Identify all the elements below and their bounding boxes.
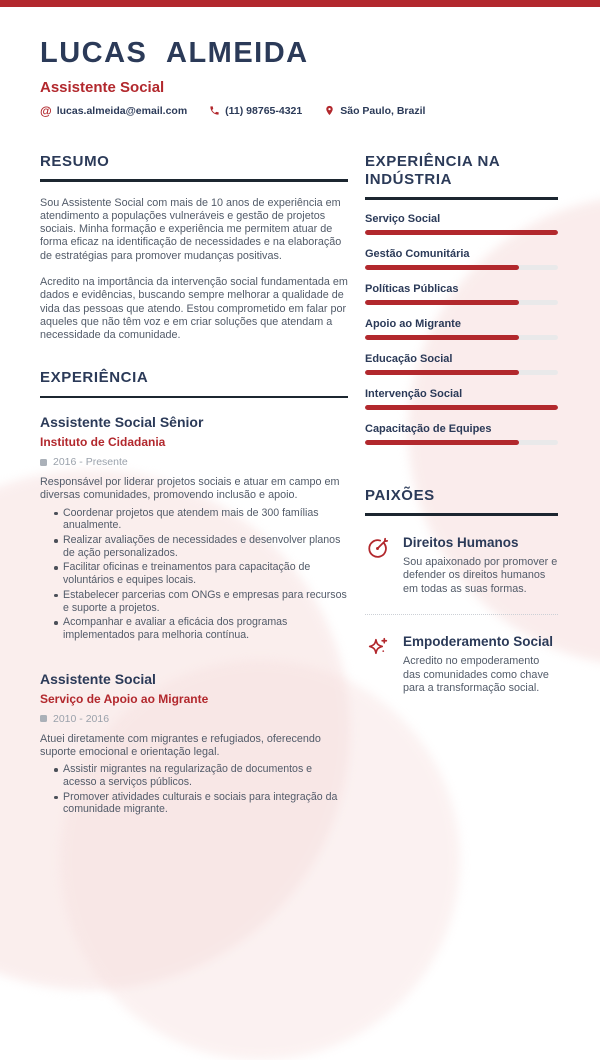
job-bullet-list (40, 507, 348, 642)
resumo-title: RESUMO (40, 152, 110, 170)
job-summary: Atuei diretamente com migrantes e refugiados, oferecendo suporte emocional e orientação legal. (40, 732, 321, 758)
top-accent-bar (0, 0, 600, 7)
skill-bar-track (365, 300, 558, 305)
skill-bar-track (365, 405, 558, 410)
person-job-title: Assistente Social (40, 78, 165, 96)
skill-bar-fill (365, 335, 519, 340)
phone-icon (209, 105, 220, 116)
contact-email-value: lucas.almeida@email.com (56, 104, 188, 117)
skill-label: Apoio ao Migrante (365, 317, 461, 330)
sparkles-icon (365, 634, 390, 695)
contact-email (40, 105, 187, 117)
skill-educacao-social (365, 353, 558, 375)
target-goal-icon (365, 535, 390, 596)
skill-politicas-publicas (365, 283, 558, 305)
contact-location-value: São Paulo, Brazil (340, 104, 426, 117)
skill-bar-track (365, 440, 558, 445)
calendar-icon (40, 459, 47, 466)
experiencia-title: EXPERIÊNCIA (40, 369, 149, 387)
resumo-rule (40, 179, 348, 182)
skill-bar-fill (365, 300, 519, 305)
job-bullet: Realizar avaliações de necessidades e desenvolver planos de ação personalizados. (54, 534, 348, 559)
skill-bar-fill (365, 370, 519, 375)
skill-bar-track (365, 335, 558, 340)
job-bullet-list (40, 763, 348, 816)
skill-bar-fill (365, 230, 558, 235)
passion-empoderamento-social (365, 634, 558, 695)
contact-row (40, 105, 558, 117)
job-entry-senior (40, 414, 348, 642)
job-bullet: Estabelecer parcerias com ONGs e empresas para recursos e suporte a projetos. (54, 589, 348, 614)
skill-label: Educação Social (365, 352, 453, 365)
passion-title: Empoderamento Social (403, 634, 554, 650)
resumo-paragraph: Acredito na importância da intervenção social fundamentada em dados e evidências, buscando sempre melhorar a qualidade de vida das pessoas que atendo. Estou comprometido em falar por aqueles que não têm voz e em criar soluções que atendam a necessidade da comunidade. (40, 276, 348, 342)
skill-bar-fill (365, 405, 558, 410)
passion-divider (365, 614, 558, 615)
resumo-paragraph: Sou Assistente Social com mais de 10 anos de experiência em atendimento a populações vulneráveis e gestão de projetos sociais. Minha formação e experiência me permitem atuar de forma eficaz na identificação de necessidades e na elaboração de estratégias para promover mudanças positivas. (40, 196, 342, 262)
passion-text: Sou apaixonado por promover e defender os direitos humanos em todas as suas formas. (403, 555, 558, 595)
section-experiencia (40, 369, 348, 816)
job-company: Instituto de Cidadania (40, 435, 166, 450)
skill-bar-fill (365, 440, 519, 445)
section-resumo (40, 153, 348, 342)
contact-phone-value: (11) 98765-4321 (225, 104, 303, 117)
skill-bar-track (365, 230, 558, 235)
job-summary: Responsável por liderar projetos sociais e atuar em campo em diversas comunidades, promovendo inclusão e apoio. (40, 476, 340, 502)
job-role: Assistente Social (40, 670, 156, 687)
skill-intervencao-social (365, 388, 558, 410)
industria-title: EXPERIÊNCIA NA INDÚSTRIA (365, 152, 500, 189)
passion-body (403, 634, 558, 695)
contact-phone (209, 105, 302, 117)
skill-label: Gestão Comunitária (365, 247, 470, 260)
passion-body (403, 535, 558, 596)
job-bullet: Facilitar oficinas e treinamentos para capacitação de voluntários e equipes locais. (54, 561, 348, 586)
person-name: LUCAS ALMEIDA (40, 37, 309, 69)
job-role: Assistente Social Sênior (40, 414, 204, 431)
job-period-value: 2016 - Presente (53, 456, 128, 469)
passion-direitos-humanos (365, 535, 558, 596)
job-period (40, 456, 348, 468)
skill-capacitacao-equipes (365, 423, 558, 445)
paixoes-rule (365, 513, 558, 516)
header (40, 38, 558, 117)
skill-label: Políticas Públicas (365, 282, 459, 295)
job-bullet: Coordenar projetos que atendem mais de 300 famílias anualmente. (54, 507, 348, 532)
job-entry-migrante (40, 671, 348, 816)
paixoes-title: PAIXÕES (365, 486, 435, 504)
skill-label: Capacitação de Equipes (365, 422, 492, 435)
right-column (365, 153, 558, 818)
job-bullet: Acompanhar e avaliar a eficácia dos programas implementados para melhoria contínua. (54, 616, 348, 641)
skill-bar-track (365, 265, 558, 270)
skill-servico-social (365, 213, 558, 235)
job-bullet: Assistir migrantes na regularização de documentos e acesso a serviços públicos. (54, 763, 348, 788)
experiencia-rule (40, 396, 348, 399)
passion-text: Acredito no empoderamento das comunidades como chave para a transformação social. (403, 655, 549, 695)
skill-label: Intervenção Social (365, 387, 463, 400)
skill-apoio-migrante (365, 318, 558, 340)
job-period-value: 2010 - 2016 (53, 712, 110, 725)
job-bullet: Promover atividades culturais e sociais para integração da comunidade migrante. (54, 791, 348, 816)
contact-location (324, 105, 425, 117)
skill-gestao-comunitaria (365, 248, 558, 270)
skill-bar-fill (365, 265, 519, 270)
calendar-icon (40, 715, 47, 722)
location-pin-icon (324, 105, 335, 116)
left-column (40, 153, 348, 818)
passion-title: Direitos Humanos (403, 534, 519, 550)
email-at-icon: @ (40, 103, 52, 118)
skill-bar-track (365, 370, 558, 375)
industria-rule (365, 197, 558, 200)
section-paixoes (365, 487, 558, 696)
section-industria (365, 153, 558, 445)
columns (40, 153, 558, 818)
job-period (40, 713, 348, 725)
skill-label: Serviço Social (365, 212, 441, 225)
job-company: Serviço de Apoio ao Migrante (40, 691, 209, 706)
